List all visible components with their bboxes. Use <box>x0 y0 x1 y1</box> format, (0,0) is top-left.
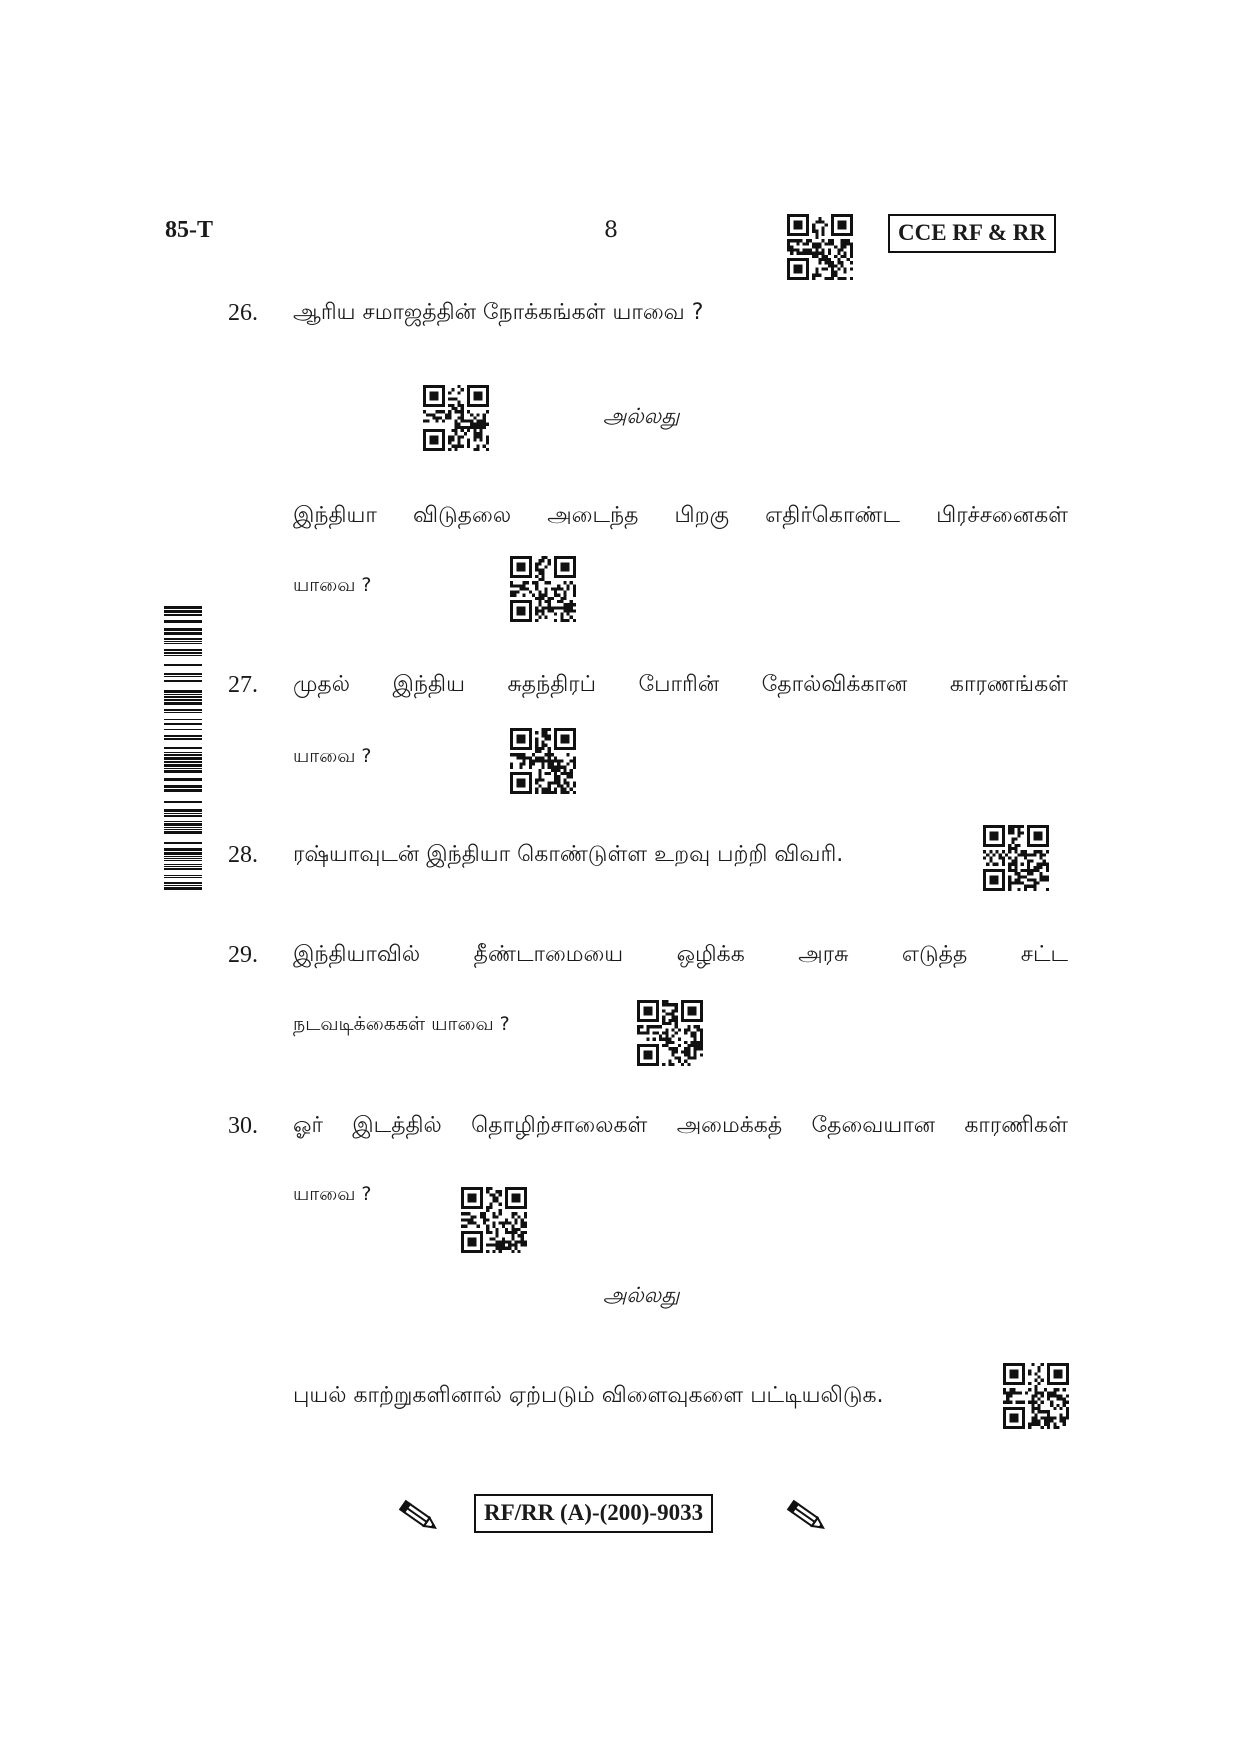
word: தோல்விக்கான <box>761 672 908 697</box>
word: தொழிற்சாலைகள் <box>471 1113 648 1138</box>
word: இந்தியாவில் <box>293 942 421 967</box>
word: எடுத்த <box>901 942 968 967</box>
word: தேவையான <box>811 1113 936 1138</box>
word: இடத்தில் <box>352 1113 442 1138</box>
question-number: 27. <box>228 672 258 698</box>
word: சட்ட <box>1020 942 1068 967</box>
word: முதல் <box>293 672 351 697</box>
word: எதிர்கொண்ட <box>765 503 901 528</box>
question-line <box>293 942 1068 970</box>
paper-code: 85-T <box>165 217 213 243</box>
question-number: 26. <box>228 300 258 326</box>
word: பிறகு <box>674 503 730 528</box>
barcode-icon <box>164 606 202 890</box>
question-number: 28. <box>228 842 258 868</box>
question-line <box>293 1113 1068 1141</box>
qr-code-icon <box>510 728 576 794</box>
question-tail: யாவை ? <box>293 574 372 596</box>
alt-question-line <box>293 503 1068 531</box>
page-number: 8 <box>604 218 618 243</box>
question-tail: நடவடிக்கைகள் யாவை ? <box>293 1013 510 1035</box>
word: சுதந்திரப் <box>507 672 596 697</box>
qr-code-icon <box>510 556 576 622</box>
qr-code-icon <box>787 214 853 280</box>
question-tail: யாவை ? <box>293 745 372 767</box>
pencil-icon <box>784 1497 828 1537</box>
word: அடைந்த <box>547 503 639 528</box>
qr-code-icon <box>637 1000 703 1066</box>
word: இந்தியா <box>293 503 377 528</box>
question-text: ரஷ்யாவுடன் இந்தியா கொண்டுள்ள உறவு பற்றி விவரி. <box>293 842 844 867</box>
alt-question-text: புயல் காற்றுகளினால் ஏற்படும் விளைவுகளை பட்டியலிடுக. <box>293 1383 884 1408</box>
word: ஓர் <box>293 1113 323 1138</box>
series-box: CCE RF & RR <box>888 214 1056 253</box>
qr-code-icon <box>983 825 1049 891</box>
pencil-icon <box>396 1497 440 1537</box>
word: விடுதலை <box>413 503 512 528</box>
or-label: அல்லது <box>603 1283 680 1307</box>
word: இந்திய <box>392 672 465 697</box>
word: போரின் <box>638 672 720 697</box>
word: ஒழிக்க <box>676 942 745 967</box>
question-line <box>293 672 1068 700</box>
word: காரணிகள் <box>964 1113 1068 1138</box>
or-label: அல்லது <box>603 404 680 428</box>
qr-code-icon <box>461 1187 527 1253</box>
qr-code-icon <box>1003 1363 1069 1429</box>
word: அரசு <box>798 942 849 967</box>
footer-code-box: RF/RR (A)-(200)-9033 <box>474 1494 713 1533</box>
qr-code-icon <box>423 385 489 451</box>
word: அமைக்கத் <box>676 1113 783 1138</box>
word: காரணங்கள் <box>949 672 1068 697</box>
question-text: ஆரிய சமாஜத்தின் நோக்கங்கள் யாவை ? <box>293 300 704 325</box>
word: தீண்டாமையை <box>473 942 624 967</box>
question-number: 29. <box>228 942 258 968</box>
question-number: 30. <box>228 1113 258 1139</box>
question-tail: யாவை ? <box>293 1183 372 1205</box>
word: பிரச்சனைகள் <box>936 503 1068 528</box>
